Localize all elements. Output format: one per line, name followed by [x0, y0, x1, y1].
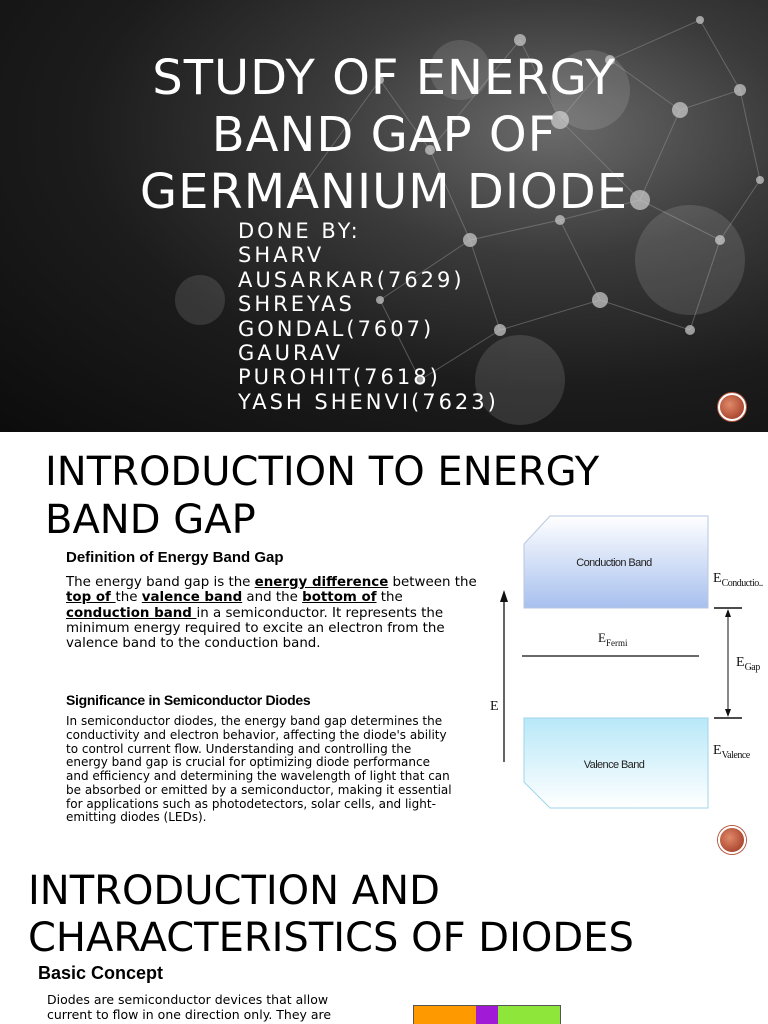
- emphasis-energy-difference: energy difference: [254, 575, 389, 590]
- e-fermi-label: $E_{Fermi}$: [598, 630, 628, 648]
- slide-title-line: GERMANIUM DIODE: [139, 164, 629, 220]
- energy-band-diagram: [480, 506, 768, 816]
- slide-title-line: INTRODUCTION TO ENERGY: [45, 449, 600, 495]
- e-conduction-label: $E_{Conductio..}$: [713, 571, 763, 589]
- authors-line: GAURAV: [238, 341, 344, 366]
- e-valence-label: $E_{Valence}$: [713, 743, 750, 761]
- definition-paragraph: [66, 575, 486, 651]
- text-run: between the: [388, 575, 477, 590]
- emphasis-bottom-of: bottom of: [302, 590, 377, 606]
- authors-line: YASH SHENVI(7623): [238, 389, 499, 414]
- text-run: the: [115, 590, 142, 606]
- text-run: in a semiconductor. It represents the minimum energy required to excite an electron from the valence band to the conduction band.: [66, 605, 445, 652]
- text-run: and the: [242, 590, 303, 606]
- intro-diodes-slide: [0, 862, 768, 1024]
- authors-list: [238, 219, 538, 414]
- strip-orange: [414, 1006, 476, 1024]
- authors-line: SHREYAS: [238, 292, 355, 317]
- emphasis-valence-band: valence band: [141, 590, 243, 606]
- energy-axis-label: E: [490, 699, 499, 714]
- slide-title-line: STUDY OF ENERGY: [152, 50, 616, 106]
- e-gap-label: $E_{Gap}$: [736, 655, 760, 673]
- slide-title: [28, 868, 748, 962]
- slide-title-line: INTRODUCTION AND: [28, 868, 440, 914]
- authors-line: AUSARKAR(7629): [238, 267, 465, 292]
- slide-nav-dot[interactable]: [718, 826, 746, 854]
- intro-band-gap-slide: [0, 432, 768, 862]
- emphasis-top-of: top of: [66, 590, 116, 606]
- valence-band-label: Valence Band: [583, 759, 645, 771]
- color-strip-image: [413, 1005, 561, 1024]
- text-run: the: [376, 590, 403, 606]
- slide-title-line: BAND GAP: [45, 497, 256, 543]
- slide-nav-dot[interactable]: [718, 393, 746, 421]
- authors-line: GONDAL(7607): [238, 316, 435, 341]
- strip-green: [498, 1006, 560, 1024]
- authors-line: SHARV: [238, 243, 325, 268]
- conduction-band-label: Conduction Band: [576, 557, 652, 569]
- authors-line: PUROHIT(7618): [238, 365, 441, 390]
- energy-axis-arrowhead: [500, 590, 508, 602]
- authors-line: DONE BY:: [238, 219, 361, 243]
- slide-title-line: CHARACTERISTICS OF DIODES: [28, 915, 634, 961]
- slide-title: [0, 50, 768, 221]
- strip-purple: [476, 1006, 498, 1024]
- basic-concept-paragraph: Diodes are semiconductor devices that allow current to flow in one direction only. They are: [47, 992, 332, 1022]
- significance-paragraph: In semiconductor diodes, the energy band gap determines the conductivity and electron behavior, affecting the diode's ability to control current flow. Understanding and controlling the energy band gap is crucial for optimizing diode performance and efficiency and determining the wavelength of light that can be absorbed or emitted by a semiconductor, making it essential for applications such as photodetectors, solar cells, and light-emitting diodes (LEDs).: [66, 714, 452, 825]
- significance-heading: Significance in Semiconductor Diodes: [66, 692, 311, 708]
- emphasis-conduction-band: conduction band: [66, 605, 197, 621]
- slide-title-line: BAND GAP OF: [211, 107, 557, 163]
- title-slide: [0, 0, 768, 432]
- definition-heading: Definition of Energy Band Gap: [66, 549, 284, 566]
- text-run: The energy band gap is the: [66, 575, 255, 590]
- basic-concept-heading: Basic Concept: [38, 963, 164, 983]
